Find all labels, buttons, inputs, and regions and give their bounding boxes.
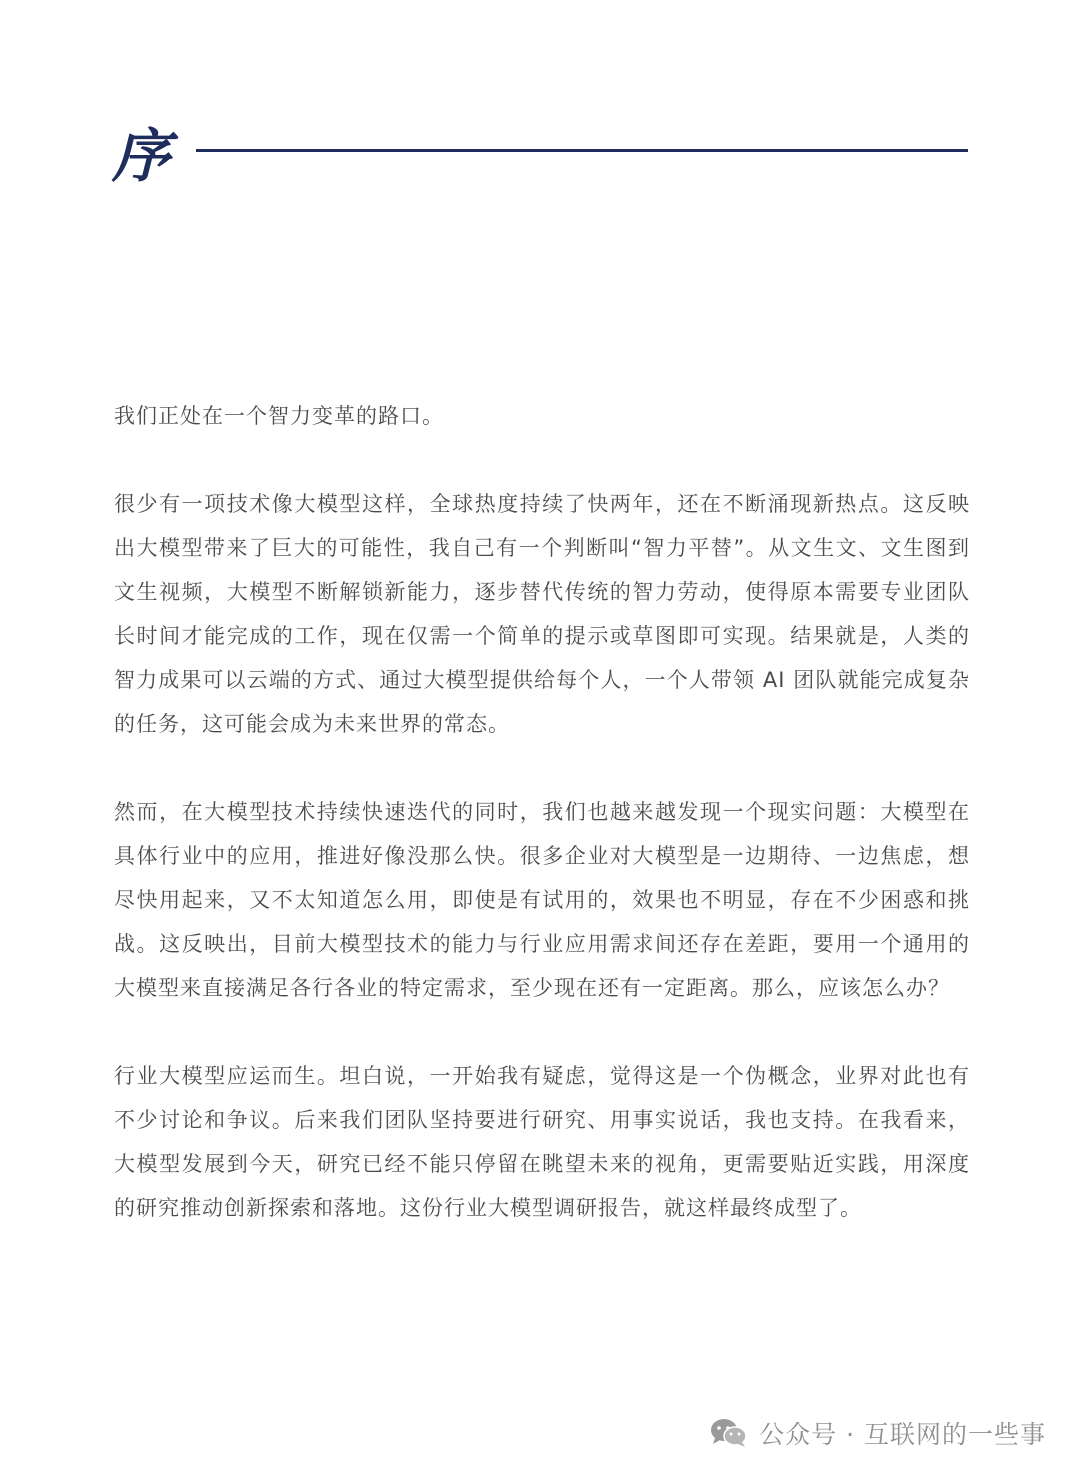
paragraph-smart-replacement: 很少有一项技术像大模型这样，全球热度持续了快两年，还在不断涌现新热点。这反映出大模型带来了巨大的可能性，我自己有一个判断叫“智力平替”。从文生文、文生图到文生视频，大模型不断解锁新能力，逐步替代传统的智力劳动，使得原本需要专业团队长时间才能完成的工作，现在仅需一个简单的提示或草图即可实现。结果就是，人类的智力成果可以云端的方式、通过大模型提供给每个人，一个人带领 AI 团队就能完成复杂的任务，这可能会成为未来世界的常态。	[114, 492, 971, 736]
watermark-text: 公众号 · 互联网的一些事	[759, 1420, 1046, 1449]
page-title: 序	[112, 122, 171, 190]
section-heading	[112, 118, 968, 194]
heading-divider	[196, 149, 968, 152]
paragraph-industry-models: 行业大模型应运而生。坦白说，一开始我有疑虑，觉得这是一个伪概念，业界对此也有不少讨论和争议。后来我们团队坚持要进行研究、用事实说话，我也支持。在我看来，大模型发展到今天，研究已经不能只停留在眺望未来的视角，更需要贴近实践，用深度的研究推动创新探索和落地。这份行业大模型调研报告，就这样最终成型了。	[114, 1064, 970, 1220]
watermark	[709, 1415, 1046, 1451]
paragraph-intro: 我们正处在一个智力变革的路口。	[114, 404, 444, 428]
wechat-icon	[709, 1417, 749, 1449]
body-content	[114, 394, 970, 1274]
paragraph-industry-gap: 然而，在大模型技术持续快速迭代的同时，我们也越来越发现一个现实问题：大模型在具体行业中的应用，推进好像没那么快。很多企业对大模型是一边期待、一边焦虑，想尽快用起来，又不太知道怎么用，即使是有试用的，效果也不明显，存在不少困惑和挑战。这反映出，目前大模型技术的能力与行业应用需求间还存在差距，要用一个通用的大模型来直接满足各行各业的特定需求，至少现在还有一定距离。那么，应该怎么办？	[114, 800, 970, 1000]
